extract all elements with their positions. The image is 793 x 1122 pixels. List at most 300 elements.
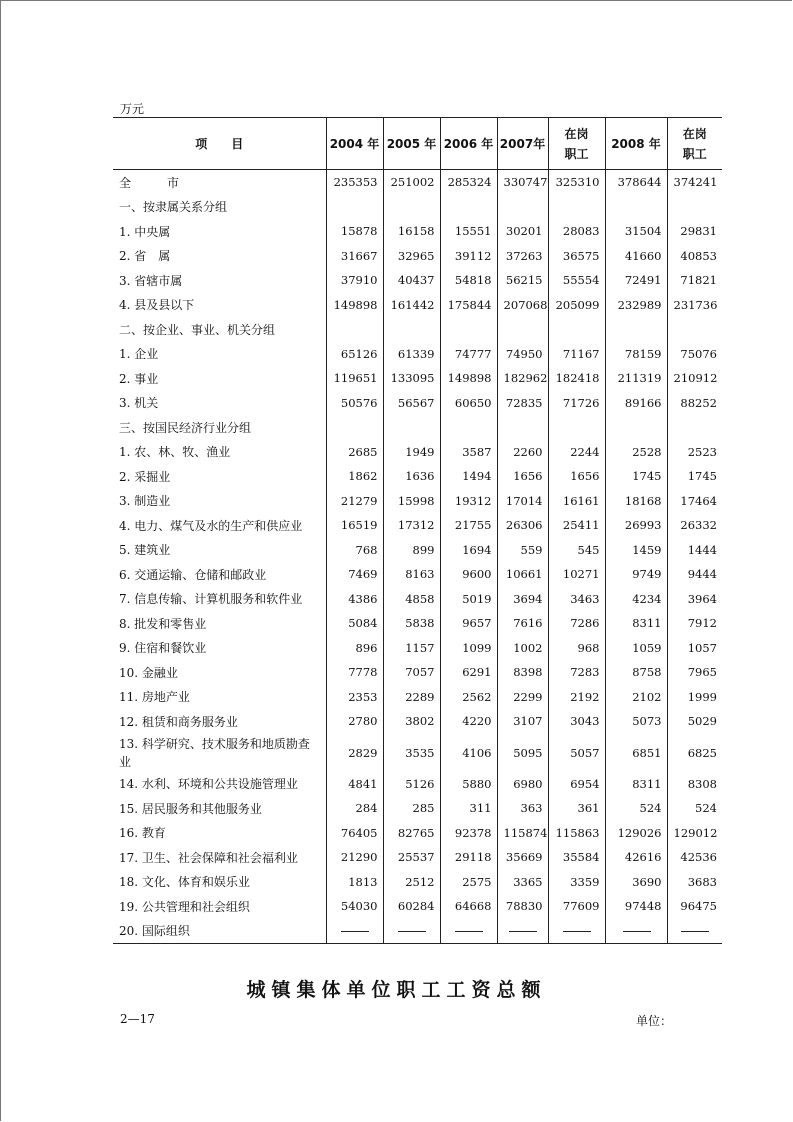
page-title: 城镇集体单位职工工资总额 [246,979,547,1001]
row-value: 1002 [497,636,548,661]
row-value: 4234 [605,587,667,612]
row-value [605,195,667,220]
table-header-row [113,118,722,170]
header-2004: 2004 年 [326,118,383,170]
row-value: 3365 [497,870,548,895]
row-value: 524 [605,796,667,821]
row-value: 32965 [383,244,440,269]
row-label: 三、按国民经济行业分组 [119,420,252,435]
row-value: 115863 [548,821,605,846]
row-value: 9749 [605,562,667,587]
row-value: 64668 [440,894,497,919]
row-value: 82765 [383,821,440,846]
row-value: 231736 [667,293,722,318]
row-value: 21290 [326,845,383,870]
row-value: 7286 [548,611,605,636]
row-value: 5019 [440,587,497,612]
row-value: 374241 [667,170,722,195]
row-value: 1694 [440,538,497,563]
row-value: 899 [383,538,440,563]
row-value [667,919,722,944]
row-value: 115874 [497,821,548,846]
row-value: 182418 [548,366,605,391]
table-row [113,796,722,821]
row-value: 21755 [440,513,497,538]
row-value: 1745 [605,464,667,489]
row-value: 35669 [497,845,548,870]
page-number: 2—17 [120,1012,155,1026]
row-label: 1. 农、林、牧、渔业 [119,445,231,460]
row-label: 一、按隶属关系分组 [119,200,228,215]
row-value [383,317,440,342]
row-value [605,919,667,944]
row-value: 60650 [440,391,497,416]
row-value: 5838 [383,611,440,636]
row-value: 72835 [497,391,548,416]
row-value: 251002 [383,170,440,195]
row-value [548,195,605,220]
table-row [113,919,722,944]
row-value: 4220 [440,709,497,734]
row-value: 4386 [326,587,383,612]
no-data-dash [398,931,426,932]
row-value: 37263 [497,244,548,269]
row-value: 36575 [548,244,605,269]
row-value: 4841 [326,772,383,797]
row-value: 17464 [667,489,722,514]
row-value: 54818 [440,268,497,293]
row-value: 5029 [667,709,722,734]
row-value: 29118 [440,845,497,870]
no-data-dash [623,931,651,932]
row-value: 3535 [383,734,440,772]
row-value: 17014 [497,489,548,514]
row-value: 21279 [326,489,383,514]
table-row [113,562,722,587]
row-value: 210912 [667,366,722,391]
table-row [113,170,722,195]
row-value [497,415,548,440]
row-value: 545 [548,538,605,563]
row-value: 2780 [326,709,383,734]
row-value: 1949 [383,440,440,465]
table-row [113,587,722,612]
table-row [113,894,722,919]
row-value: 71726 [548,391,605,416]
row-label: 二、按企业、事业、机关分组 [119,322,276,337]
table-row [113,317,722,342]
row-value: 6825 [667,734,722,772]
row-value: 26306 [497,513,548,538]
row-label: 5. 建筑业 [119,543,171,558]
row-value: 35584 [548,845,605,870]
row-value: 129012 [667,821,722,846]
row-value: 2299 [497,685,548,710]
row-label: 3. 省辖市属 [119,273,183,288]
row-value: 6291 [440,660,497,685]
row-value: 5057 [548,734,605,772]
row-value: 10661 [497,562,548,587]
row-value: 8163 [383,562,440,587]
row-value: 2244 [548,440,605,465]
row-label: 3. 机关 [119,396,159,411]
row-value: 42616 [605,845,667,870]
table-row [113,538,722,563]
row-value: 15998 [383,489,440,514]
row-value [326,919,383,944]
table-row [113,489,722,514]
row-value: 25537 [383,845,440,870]
row-value: 6851 [605,734,667,772]
row-value: 74777 [440,342,497,367]
header-2008-onpost [667,118,722,170]
row-value: 65126 [326,342,383,367]
row-value: 1494 [440,464,497,489]
table-row [113,772,722,797]
row-value: 2528 [605,440,667,465]
row-value: 2102 [605,685,667,710]
row-value: 205099 [548,293,605,318]
header-2008-onpost-line2: 职工 [682,146,707,161]
row-label: 2. 采掘业 [119,469,171,484]
row-value: 56567 [383,391,440,416]
row-label: 18. 文化、体育和娱乐业 [119,875,250,890]
row-value [605,317,667,342]
row-value: 54030 [326,894,383,919]
row-value: 3694 [497,587,548,612]
row-label: 全 市 [119,175,180,190]
row-value: 1459 [605,538,667,563]
row-value: 149898 [326,293,383,318]
row-value: 78159 [605,342,667,367]
no-data-dash [341,931,369,932]
row-value: 182962 [497,366,548,391]
row-value: 1157 [383,636,440,661]
row-value: 15878 [326,219,383,244]
header-2008-onpost-line1: 在岗 [682,126,707,141]
table-row [113,244,722,269]
row-value: 78830 [497,894,548,919]
row-value: 232989 [605,293,667,318]
table-row [113,415,722,440]
row-value: 8758 [605,660,667,685]
table-row [113,268,722,293]
row-label: 14. 水利、环境和公共设施管理业 [119,777,298,792]
row-value: 75076 [667,342,722,367]
row-value: 4858 [383,587,440,612]
row-value: 6954 [548,772,605,797]
row-value: 18168 [605,489,667,514]
row-value: 37910 [326,268,383,293]
row-value: 72491 [605,268,667,293]
row-value: 25411 [548,513,605,538]
row-value: 61339 [383,342,440,367]
row-value: 92378 [440,821,497,846]
row-value [667,415,722,440]
row-value: 7283 [548,660,605,685]
row-value: 9444 [667,562,722,587]
row-value: 31667 [326,244,383,269]
row-value: 76405 [326,821,383,846]
row-value: 8311 [605,772,667,797]
row-value: 325310 [548,170,605,195]
row-value: 524 [667,796,722,821]
row-value: 19312 [440,489,497,514]
row-label: 4. 县及县以下 [119,298,195,313]
row-value: 2685 [326,440,383,465]
row-value: 968 [548,636,605,661]
row-value: 7965 [667,660,722,685]
row-value: 363 [497,796,548,821]
row-value [440,317,497,342]
row-value: 284 [326,796,383,821]
row-value: 30201 [497,219,548,244]
row-value: 285 [383,796,440,821]
table-row [113,293,722,318]
header-2007-onpost-line2: 职工 [564,146,589,161]
row-value: 7616 [497,611,548,636]
row-value: 50576 [326,391,383,416]
row-label: 12. 租赁和商务服务业 [119,714,238,729]
row-value: 3683 [667,870,722,895]
header-2005: 2005 年 [383,118,440,170]
row-value: 7778 [326,660,383,685]
row-value: 55554 [548,268,605,293]
row-value: 2523 [667,440,722,465]
row-value: 41660 [605,244,667,269]
header-2007-onpost [548,118,605,170]
row-value: 211319 [605,366,667,391]
row-value: 2562 [440,685,497,710]
row-value: 29831 [667,219,722,244]
table-row [113,636,722,661]
row-value: 5084 [326,611,383,636]
row-value: 149898 [440,366,497,391]
table-row [113,845,722,870]
row-value [497,317,548,342]
table-row [113,611,722,636]
row-value: 8308 [667,772,722,797]
row-value: 1656 [497,464,548,489]
row-value: 175844 [440,293,497,318]
row-value: 9657 [440,611,497,636]
row-value: 3964 [667,587,722,612]
header-2007-onpost-line1: 在岗 [564,126,589,141]
row-value: 5126 [383,772,440,797]
table-row [113,440,722,465]
row-label: 2. 事业 [119,371,159,386]
row-value: 1057 [667,636,722,661]
row-value: 16161 [548,489,605,514]
table-row [113,391,722,416]
row-value: 74950 [497,342,548,367]
row-label: 9. 住宿和餐饮业 [119,641,207,656]
table-row [113,366,722,391]
row-value: 1444 [667,538,722,563]
row-value: 28083 [548,219,605,244]
table-row [113,821,722,846]
row-value: 1636 [383,464,440,489]
row-value: 6980 [497,772,548,797]
row-value [326,317,383,342]
row-value: 2260 [497,440,548,465]
row-value: 39112 [440,244,497,269]
header-2006: 2006 年 [440,118,497,170]
header-item: 项 目 [113,118,326,170]
unit-prefix: 单位： [636,1014,673,1028]
row-value: 161442 [383,293,440,318]
row-value [326,415,383,440]
no-data-dash [563,931,591,932]
table-row [113,195,722,220]
row-value: 88252 [667,391,722,416]
row-value: 1656 [548,464,605,489]
row-value: 3802 [383,709,440,734]
row-value: 2192 [548,685,605,710]
row-value: 207068 [497,293,548,318]
row-value [667,195,722,220]
row-value: 559 [497,538,548,563]
row-label: 8. 批发和零售业 [119,616,207,631]
row-value: 60284 [383,894,440,919]
row-value: 896 [326,636,383,661]
table-row [113,709,722,734]
row-label: 10. 金融业 [119,665,178,680]
row-value: 119651 [326,366,383,391]
row-value: 3690 [605,870,667,895]
row-value: 7469 [326,562,383,587]
row-value: 4106 [440,734,497,772]
row-value: 26993 [605,513,667,538]
row-value: 7057 [383,660,440,685]
row-value: 71821 [667,268,722,293]
row-label: 17. 卫生、社会保障和社会福利业 [119,850,298,865]
table-row [113,685,722,710]
row-value: 8311 [605,611,667,636]
row-value: 1099 [440,636,497,661]
row-value: 3043 [548,709,605,734]
wage-table [113,118,722,944]
row-value: 1862 [326,464,383,489]
table-row [113,660,722,685]
table-row [113,734,722,772]
no-data-dash [455,931,483,932]
row-value: 129026 [605,821,667,846]
row-value: 5880 [440,772,497,797]
row-value: 3463 [548,587,605,612]
row-value: 3107 [497,709,548,734]
row-value: 1745 [667,464,722,489]
row-value: 5073 [605,709,667,734]
row-value: 10271 [548,562,605,587]
row-label: 19. 公共管理和社会组织 [119,899,250,914]
row-label: 1. 企业 [119,347,159,362]
row-value: 1059 [605,636,667,661]
row-value: 8398 [497,660,548,685]
row-value [497,919,548,944]
row-value: 16158 [383,219,440,244]
row-value [383,919,440,944]
row-value [383,415,440,440]
row-value: 3359 [548,870,605,895]
row-value [605,415,667,440]
row-value [548,415,605,440]
row-value: 2829 [326,734,383,772]
row-value [440,415,497,440]
row-label: 13. 科学研究、技术服务和地质勘查业 [119,736,310,769]
row-value: 378644 [605,170,667,195]
row-label: 15. 居民服务和其他服务业 [119,801,262,816]
row-value: 7912 [667,611,722,636]
row-value [440,195,497,220]
row-value: 31504 [605,219,667,244]
row-value: 15551 [440,219,497,244]
row-value: 71167 [548,342,605,367]
row-value [548,317,605,342]
row-label: 1. 中央属 [119,224,171,239]
row-value: 768 [326,538,383,563]
row-value: 40853 [667,244,722,269]
row-label: 2. 省 属 [119,249,171,264]
row-value: 3587 [440,440,497,465]
row-value: 56215 [497,268,548,293]
row-value: 89166 [605,391,667,416]
row-value: 77609 [548,894,605,919]
table-row [113,342,722,367]
row-label: 11. 房地产业 [119,690,190,705]
row-value: 2289 [383,685,440,710]
row-label: 6. 交通运输、仓储和邮政业 [119,567,267,582]
unit-label: 万元 [120,102,145,116]
row-value: 42536 [667,845,722,870]
row-label: 20. 国际组织 [113,919,326,944]
row-value: 361 [548,796,605,821]
row-label: 4. 电力、煤气及水的生产和供应业 [119,518,303,533]
no-data-dash [681,931,709,932]
row-value [440,919,497,944]
row-value: 17312 [383,513,440,538]
row-label: 3. 制造业 [119,494,171,509]
table-row [113,219,722,244]
table-row [113,513,722,538]
row-value: 26332 [667,513,722,538]
header-2007: 2007年 [497,118,548,170]
row-value [548,919,605,944]
row-value: 235353 [326,170,383,195]
table-row [113,870,722,895]
row-value [326,195,383,220]
row-value: 97448 [605,894,667,919]
row-value: 311 [440,796,497,821]
row-value [383,195,440,220]
row-value: 16519 [326,513,383,538]
row-value: 40437 [383,268,440,293]
row-value: 285324 [440,170,497,195]
table-row [113,464,722,489]
row-value: 96475 [667,894,722,919]
row-value [667,317,722,342]
row-value: 330747 [497,170,548,195]
row-value: 1813 [326,870,383,895]
row-value: 2353 [326,685,383,710]
row-value: 1999 [667,685,722,710]
no-data-dash [509,931,537,932]
header-2008: 2008 年 [605,118,667,170]
row-value [497,195,548,220]
row-label: 16. 教育 [119,826,166,841]
row-value: 133095 [383,366,440,391]
row-value: 9600 [440,562,497,587]
